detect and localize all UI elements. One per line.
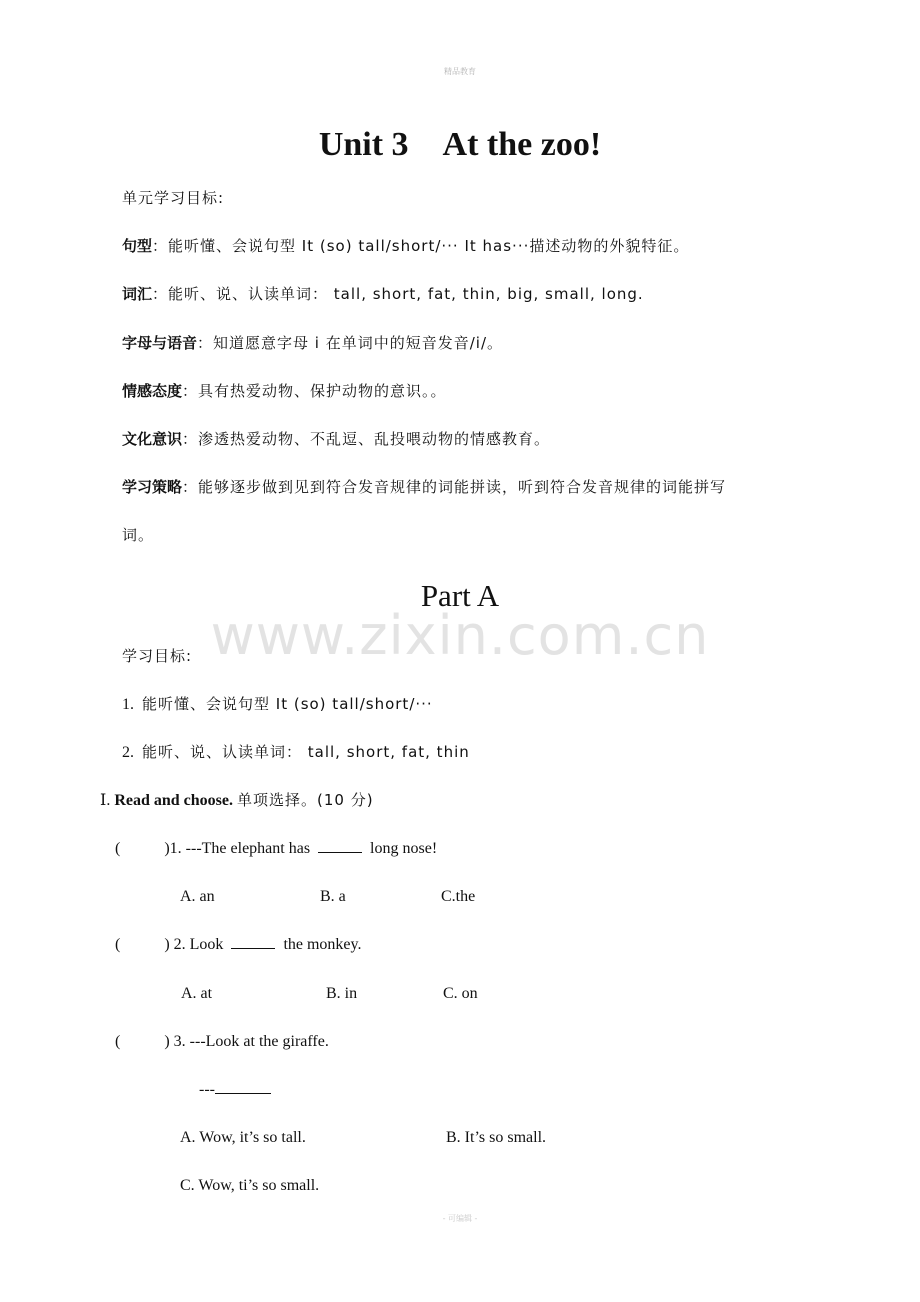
section-title: Read and choose. — [114, 792, 234, 809]
objective-phonics — [122, 331, 503, 356]
option-c: C.the — [441, 888, 476, 905]
question-stem-end: long nose! — [370, 840, 438, 857]
objective-label: 情感态度 — [122, 382, 183, 400]
objective-strategy-continuation: 词。 — [122, 526, 155, 544]
option-b: B. in — [326, 985, 358, 1002]
answer-paren-open: ( — [115, 1033, 121, 1050]
goal-number: 1. — [122, 696, 134, 713]
goal-text: 能听、说、认读单词： tall, short, fat, thin — [142, 743, 470, 761]
part-a-heading: 学习目标: — [122, 647, 193, 665]
fill-blank[interactable] — [231, 934, 275, 949]
option-c: C. Wow, ti’s so small. — [180, 1177, 320, 1194]
objective-label: 词汇 — [122, 285, 153, 303]
option-b: B. a — [320, 888, 346, 905]
question-stem-end: the monkey. — [283, 936, 362, 953]
fill-blank[interactable] — [318, 838, 362, 853]
question-stem: ) 3. ---Look at the giraffe. — [164, 1033, 329, 1050]
objective-label: 字母与语音 — [122, 334, 198, 352]
objective-culture — [122, 427, 550, 452]
title-unit: Unit 3 — [318, 126, 409, 163]
section-subtitle: 单项选择。(10 分) — [237, 791, 374, 809]
reply-dashes: --- — [199, 1081, 215, 1098]
option-a: A. at — [181, 985, 213, 1002]
objective-text: ：具有热爱动物、保护动物的意识。。 — [182, 382, 447, 400]
objective-label: 句型 — [122, 237, 153, 255]
section-heading — [100, 788, 374, 813]
footer-note: - 可编辑 - — [442, 1214, 478, 1223]
goal-text: 能听懂、会说句型 It (so) tall/short/··· — [142, 695, 433, 713]
option-a: A. an — [180, 888, 215, 905]
objective-text: ：渗透热爱动物、不乱逗、乱投喂动物的情感教育。 — [182, 430, 551, 448]
header-note: 精品教育 — [444, 67, 476, 76]
objective-text: ：知道愿意字母 i 在单词中的短音发音/i/。 — [197, 334, 503, 352]
option-a: A. Wow, it’s so tall. — [180, 1129, 306, 1146]
option-c: C. on — [443, 985, 478, 1002]
objective-attitude — [122, 379, 447, 404]
part-a-title: Part A — [420, 578, 500, 613]
option-b: B. It’s so small. — [446, 1129, 547, 1146]
fill-blank[interactable] — [215, 1079, 271, 1094]
objectives-heading: 单元学习目标: — [122, 189, 225, 207]
objective-text: ：能听懂、会说句型 It (so) tall/short/··· It has···描述动物的外貌特征。 — [152, 237, 690, 255]
question-stem: ) 2. Look — [164, 936, 224, 953]
objective-label: 文化意识 — [122, 430, 183, 448]
objective-strategy — [122, 475, 726, 500]
part-a-goal — [122, 740, 470, 765]
reply-line — [199, 1078, 271, 1102]
objective-label: 学习策略 — [122, 478, 183, 496]
objective-text: ：能听、说、认读单词： tall, short, fat, thin, big, small, long. — [152, 285, 644, 303]
goal-number: 2. — [122, 744, 134, 761]
watermark: www.zixin.com.cn — [210, 604, 710, 667]
question-stem: )1. ---The elephant has — [164, 840, 311, 857]
question-2 — [115, 933, 362, 957]
page-title — [0, 126, 920, 164]
answer-paren-open: ( — [115, 936, 121, 953]
part-a-goal — [122, 692, 433, 717]
objective-text: ：能够逐步做到见到符合发音规律的词能拼读，听到符合发音规律的词能拼写 — [182, 478, 727, 496]
question-1 — [115, 837, 437, 861]
title-topic: At the zoo! — [442, 126, 602, 163]
section-number: Ⅰ. — [100, 792, 115, 809]
objective-vocabulary — [122, 282, 644, 307]
answer-paren-open: ( — [115, 840, 121, 857]
question-3 — [115, 1030, 329, 1054]
objective-sentence — [122, 234, 689, 259]
